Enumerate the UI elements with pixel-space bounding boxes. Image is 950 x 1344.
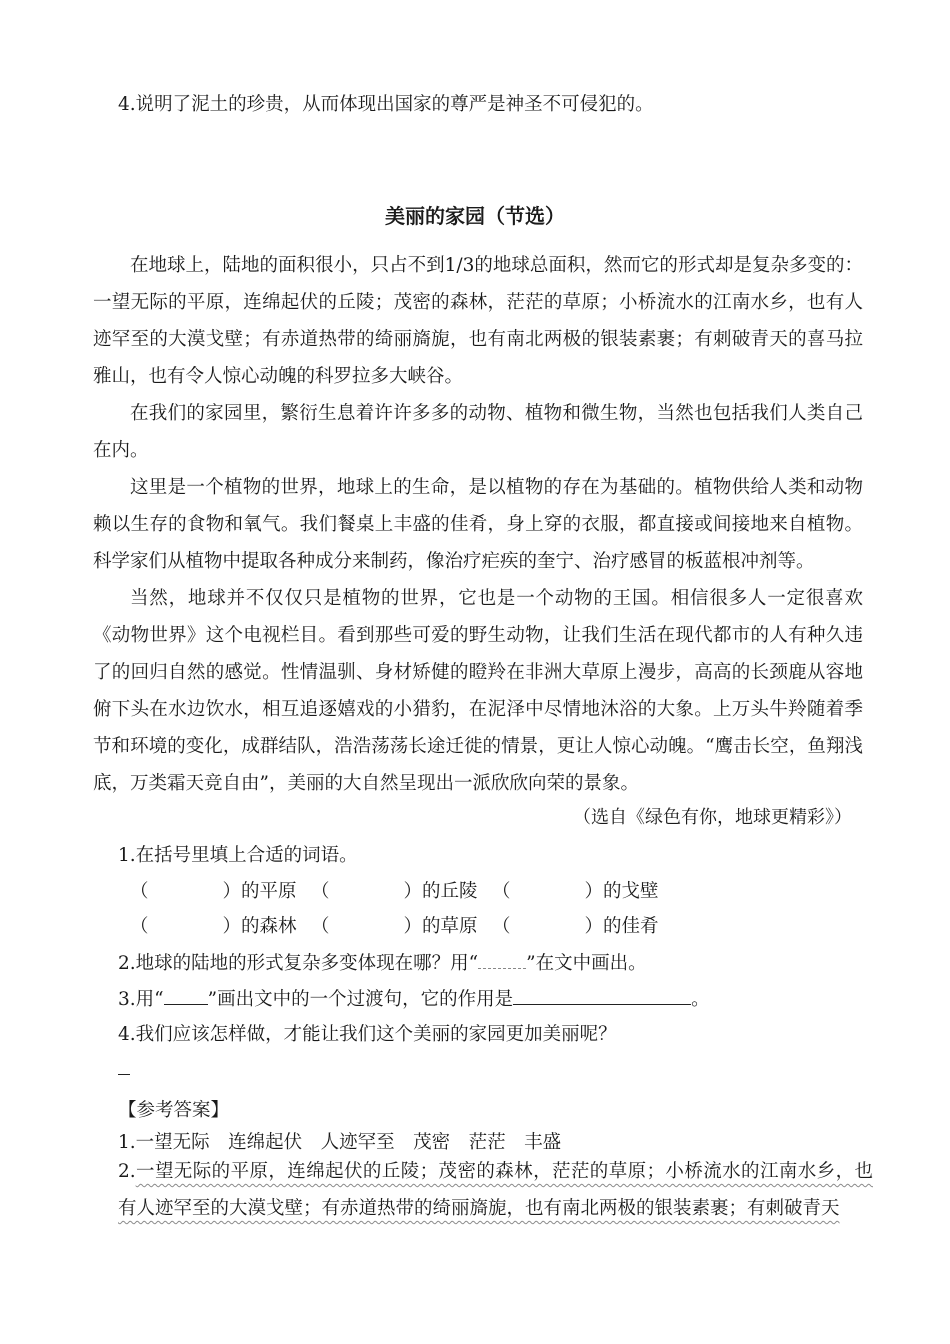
fill-blank-item[interactable]: （ ）的森林 [130, 916, 297, 937]
question-3 [118, 986, 710, 1013]
answer-2-label: 2. [118, 1161, 136, 1182]
fill-blank-item[interactable]: （ ）的丘陵 [311, 881, 478, 902]
question-3-text-middle: ”画出文中的一个过渡句，它的作用是 [207, 989, 514, 1010]
answer-space-mark [118, 1074, 130, 1075]
question-4: 4.我们应该怎样做，才能让我们这个美丽的家园更加美丽呢？ [118, 1024, 617, 1045]
answer-1: 1.一望无际 连绵起伏 人迹罕至 茂密 茫茫 丰盛 [118, 1132, 562, 1153]
straight-line-mark [164, 988, 208, 1005]
answer-blank-line[interactable] [513, 986, 691, 1005]
article-paragraph-2: 在我们的家园里，繁衍生息着许许多多的动物、植物和微生物，当然也包括我们人类自己在内。 [93, 403, 863, 461]
previous-answer-item: 4.说明了泥土的珍贵，从而体现出国家的尊严是神圣不可侵犯的。 [118, 94, 654, 115]
fill-blank-item[interactable]: （ ）的草原 [311, 916, 478, 937]
question-3-text-before: 3.用“ [118, 989, 164, 1010]
wavy-line-mark [478, 954, 526, 969]
question-1: 1.在括号里填上合适的词语。 [118, 845, 358, 866]
question-2 [118, 951, 647, 977]
answer-2-text: 一望无际的平原，连绵起伏的丘陵；茂密的森林，茫茫的草原；小桥流水的江南水乡，也有人迹罕至的大漠戈壁；有赤道热带的绮丽旖旎，也有南北两极的银装素裹；有刺破青天 [118, 1161, 873, 1219]
fill-blank-row-1 [130, 879, 673, 905]
article-paragraph-1: 在地球上，陆地的面积很小，只占不到1/3的地球总面积，然而它的形式却是复杂多变的：一望无际的平原，连绵起伏的丘陵；茂密的森林，茫茫的草原；小桥流水的江南水乡，也有人迹罕至的大漠戈壁；有赤道热带的绮丽旖旎，也有南北两极的银装素裹；有刺破青天的喜马拉雅山，也有令人惊心动魄的科罗拉多大峡谷。 [93, 255, 863, 387]
article-title: 美丽的家园（节选） [385, 204, 565, 228]
fill-blank-item[interactable]: （ ）的佳肴 [492, 916, 659, 937]
fill-blank-item[interactable]: （ ）的平原 [130, 881, 297, 902]
question-2-text-before: 2.地球的陆地的形式复杂多变体现在哪？用“ [118, 953, 479, 974]
answers-heading: 【参考答案】 [118, 1100, 230, 1121]
answer-2 [118, 1153, 873, 1227]
fill-blank-item[interactable]: （ ）的戈壁 [492, 881, 659, 902]
question-3-text-after: 。 [691, 989, 710, 1010]
article-source: （选自《绿色有你，地球更精彩》） [573, 807, 852, 828]
fill-blank-row-2 [130, 914, 673, 940]
article-paragraph-4: 当然，地球并不仅仅只是植物的世界，它也是一个动物的王国。相信很多人一定很喜欢《动物世界》这个电视栏目。看到那些可爱的野生动物，让我们生活在现代都市的人有种久违了的回归自然的感觉。性情温驯、身材矫健的瞪羚在非洲大草原上漫步，高高的长颈鹿从容地俯下头在水边饮水，相互追逐嬉戏的小猎豹，在泥泽中尽情地沐浴的大象。上万头牛羚随着季节和环境的变化，成群结队，浩浩荡荡长途迁徙的情景，更让人惊心动魄。“鹰击长空，鱼翔浅底，万类霜天竞自由”，美丽的大自然呈现出一派欣欣向荣的景象。 [93, 588, 863, 794]
question-2-text-after: ”在文中画出。 [526, 953, 647, 974]
article-paragraph-3: 这里是一个植物的世界，地球上的生命，是以植物的存在为基础的。植物供给人类和动物赖以生存的食物和氧气。我们餐桌上丰盛的佳肴，身上穿的衣服，都直接或间接地来自植物。科学家们从植物中提取各种成分来制药，像治疗疟疾的奎宁、治疗感冒的板蓝根冲剂等。 [93, 477, 863, 572]
